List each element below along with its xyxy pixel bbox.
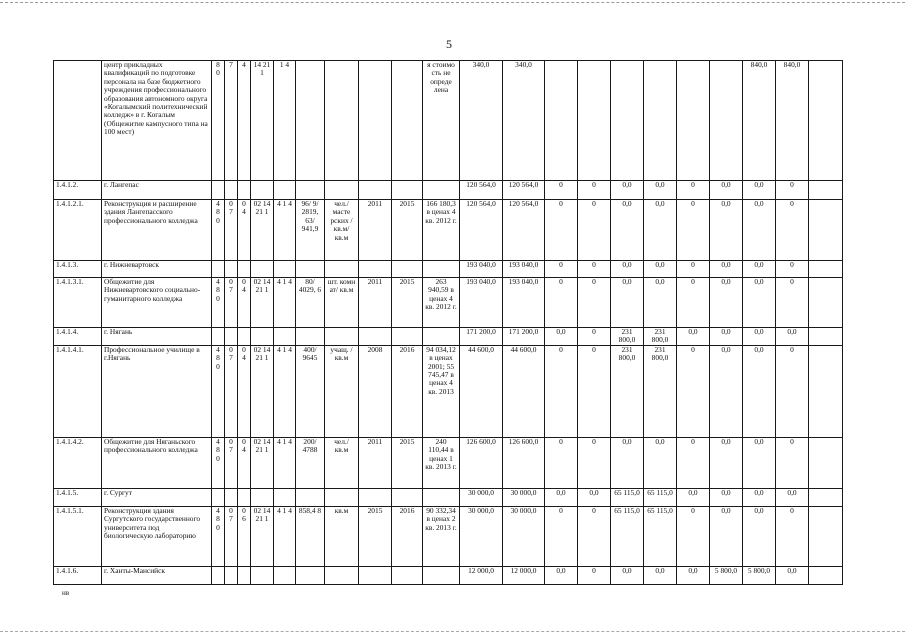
cell-c1: 4 8 0 bbox=[212, 437, 225, 488]
cell-unit bbox=[325, 261, 359, 278]
cell-name: г. Нягань bbox=[102, 328, 212, 346]
cell-c1: 4 8 0 bbox=[212, 345, 225, 437]
cell-v7: 0,0 bbox=[710, 506, 743, 566]
cell-v10 bbox=[809, 261, 843, 278]
cell-c2: 0 7 bbox=[225, 345, 238, 437]
cell-cost bbox=[423, 566, 460, 584]
cell-v10 bbox=[809, 566, 843, 584]
cell-c1: 8 0 bbox=[212, 61, 225, 181]
cell-c3: 4 bbox=[238, 61, 251, 181]
cell-num: 1.4.1.4.1. bbox=[54, 345, 102, 437]
cell-v8: 0,0 bbox=[743, 200, 776, 261]
cell-v10 bbox=[809, 328, 843, 346]
cell-v4: 0,0 bbox=[611, 437, 644, 488]
cell-c5 bbox=[274, 181, 296, 200]
cell-v1: 193 040,0 bbox=[503, 278, 545, 328]
cell-start: 2008 bbox=[359, 345, 392, 437]
table-row bbox=[54, 437, 843, 488]
cell-c4 bbox=[251, 488, 274, 506]
cell-v6: 0 bbox=[677, 437, 710, 488]
cell-name: Общежитие для Няганьского профессионального колледжа bbox=[102, 437, 212, 488]
cell-v5: 65 115,0 bbox=[644, 506, 677, 566]
cell-c3: 0 4 bbox=[238, 345, 251, 437]
cell-unit bbox=[325, 488, 359, 506]
cell-v5: 231 800,0 bbox=[644, 345, 677, 437]
table-row bbox=[54, 181, 843, 200]
cell-v2 bbox=[545, 61, 578, 181]
cell-cost: 94 034,12 в ценах 2001; 55 745,47 в ценах 4 кв. 2013 bbox=[423, 345, 460, 437]
cell-v1: 126 600,0 bbox=[503, 437, 545, 488]
cell-v10 bbox=[809, 437, 843, 488]
cell-v3: 0 bbox=[578, 506, 611, 566]
cell-name: Реконструкция и расширение здания Лангепасского профессионального колледжа bbox=[102, 200, 212, 261]
cell-v6: 0 bbox=[677, 345, 710, 437]
cell-unit bbox=[325, 181, 359, 200]
cell-v6 bbox=[677, 61, 710, 181]
cell-v3: 0 bbox=[578, 200, 611, 261]
cell-end: 2015 bbox=[392, 200, 423, 261]
cell-capacity: 858,4 8 bbox=[296, 506, 325, 566]
cell-num: 1.4.1.2.1. bbox=[54, 200, 102, 261]
cell-c1 bbox=[212, 181, 225, 200]
cell-v3: 0 bbox=[578, 181, 611, 200]
cell-c4: 02 14 21 1 bbox=[251, 437, 274, 488]
cell-c3 bbox=[238, 181, 251, 200]
cell-v10 bbox=[809, 200, 843, 261]
cell-v2: 0 bbox=[545, 200, 578, 261]
cell-name: г. Ханты-Мансийск bbox=[102, 566, 212, 584]
cell-c1 bbox=[212, 488, 225, 506]
cell-v2: 0 bbox=[545, 437, 578, 488]
cell-capacity bbox=[296, 566, 325, 584]
cell-c5: 4 1 4 bbox=[274, 437, 296, 488]
cell-total: 120 564,0 bbox=[460, 181, 503, 200]
cell-v3: 0 bbox=[578, 566, 611, 584]
cell-v6: 0 bbox=[677, 506, 710, 566]
cell-v1: 193 040,0 bbox=[503, 261, 545, 278]
cell-num: 1.4.1.2. bbox=[54, 181, 102, 200]
cell-end: 2016 bbox=[392, 345, 423, 437]
cell-v7: 0,0 bbox=[710, 181, 743, 200]
cell-v7: 0,0 bbox=[710, 278, 743, 328]
cell-unit bbox=[325, 61, 359, 181]
table-row bbox=[54, 566, 843, 584]
cell-c2: 0 7 bbox=[225, 200, 238, 261]
cell-num: 1.4.1.5.1. bbox=[54, 506, 102, 566]
cell-v10 bbox=[809, 61, 843, 181]
page-number: 5 bbox=[446, 37, 452, 51]
cell-c3: 0 6 bbox=[238, 506, 251, 566]
cell-v6: 0,0 bbox=[677, 328, 710, 346]
cell-v7 bbox=[710, 61, 743, 181]
cell-v7: 0,0 bbox=[710, 200, 743, 261]
cell-c4: 02 14 21 1 bbox=[251, 200, 274, 261]
cell-v3: 0 bbox=[578, 345, 611, 437]
cell-v2: 0 bbox=[545, 506, 578, 566]
cell-v5: 0,0 bbox=[644, 181, 677, 200]
cell-total: 126 600,0 bbox=[460, 437, 503, 488]
cell-capacity bbox=[296, 488, 325, 506]
cell-v4: 0,0 bbox=[611, 278, 644, 328]
cell-v8: 0,0 bbox=[743, 261, 776, 278]
cell-v2: 0,0 bbox=[545, 488, 578, 506]
cell-v9: 0 bbox=[776, 437, 809, 488]
cell-v10 bbox=[809, 488, 843, 506]
cell-num: 1.4.1.6. bbox=[54, 566, 102, 584]
cell-v10 bbox=[809, 506, 843, 566]
cell-v9: 840,0 bbox=[776, 61, 809, 181]
cell-v6: 0 bbox=[677, 181, 710, 200]
cell-name: г. Сургут bbox=[102, 488, 212, 506]
cell-v5: 0,0 bbox=[644, 566, 677, 584]
cell-c3: 0 4 bbox=[238, 200, 251, 261]
table-row bbox=[54, 328, 843, 346]
budget-table bbox=[53, 60, 843, 585]
cell-v1: 44 600,0 bbox=[503, 345, 545, 437]
cell-v3: 0 bbox=[578, 437, 611, 488]
cell-v8: 0,0 bbox=[743, 278, 776, 328]
cell-cost: я стоимо сть не опреде лена bbox=[423, 61, 460, 181]
cell-cost bbox=[423, 328, 460, 346]
cell-v9: 0 bbox=[776, 345, 809, 437]
cell-name: центр прикладных квалификаций по подготовке персонала на базе бюджетного учреждения профессионального образования автономного округа «Когалымский политехнический колледж» в г. Когалым (Общежитие кампусного типа на 100 мест) bbox=[102, 61, 212, 181]
cell-v6: 0 bbox=[677, 200, 710, 261]
cell-v4: 231 800,0 bbox=[611, 328, 644, 346]
cell-v3: 0 bbox=[578, 328, 611, 346]
cell-v6: 0 bbox=[677, 278, 710, 328]
cell-v1: 12 000,0 bbox=[503, 566, 545, 584]
cell-capacity bbox=[296, 181, 325, 200]
cell-c1 bbox=[212, 261, 225, 278]
cell-total: 44 600,0 bbox=[460, 345, 503, 437]
cell-c2 bbox=[225, 488, 238, 506]
cell-c3 bbox=[238, 261, 251, 278]
cell-end bbox=[392, 566, 423, 584]
table-row bbox=[54, 506, 843, 566]
cell-capacity: 400/ 9645 bbox=[296, 345, 325, 437]
cell-total: 120 564,0 bbox=[460, 200, 503, 261]
cell-v8: 0,0 bbox=[743, 506, 776, 566]
cell-num: 1.4.1.4.2. bbox=[54, 437, 102, 488]
cell-c2 bbox=[225, 566, 238, 584]
cell-v2: 0 bbox=[545, 181, 578, 200]
cell-v9: 0 bbox=[776, 261, 809, 278]
cell-capacity: 96/ 9/ 2819, 63/ 941,9 bbox=[296, 200, 325, 261]
cell-v4: 65 115,0 bbox=[611, 506, 644, 566]
cell-c5: 1 4 bbox=[274, 61, 296, 181]
cell-num: 1.4.1.4. bbox=[54, 328, 102, 346]
cell-c4: 02 14 21 1 bbox=[251, 345, 274, 437]
cell-v1: 171 200,0 bbox=[503, 328, 545, 346]
cell-c4 bbox=[251, 261, 274, 278]
cell-v7: 0,0 bbox=[710, 437, 743, 488]
cell-v6: 0,0 bbox=[677, 488, 710, 506]
cell-v9: 0,0 bbox=[776, 488, 809, 506]
cell-c4 bbox=[251, 566, 274, 584]
cell-end: 2015 bbox=[392, 278, 423, 328]
cell-capacity: 200/ 4788 bbox=[296, 437, 325, 488]
cell-v2: 0 bbox=[545, 261, 578, 278]
cell-unit: чел./ масте рских / кв.м/ кв.м bbox=[325, 200, 359, 261]
cell-c5: 4 1 4 bbox=[274, 278, 296, 328]
cell-total: 30 000,0 bbox=[460, 506, 503, 566]
cell-num: 1.4.1.3.1. bbox=[54, 278, 102, 328]
cell-cost bbox=[423, 488, 460, 506]
cell-c1: 4 8 0 bbox=[212, 200, 225, 261]
cell-c3 bbox=[238, 328, 251, 346]
cell-c4: 14 21 1 bbox=[251, 61, 274, 181]
cell-unit: учащ. / кв.м bbox=[325, 345, 359, 437]
cell-name: Профессиональное училище в г.Нягань bbox=[102, 345, 212, 437]
table-row bbox=[54, 200, 843, 261]
cell-name: Реконструкция здания Сургутского государственного университета под биологическую лабораторию bbox=[102, 506, 212, 566]
cell-c2 bbox=[225, 328, 238, 346]
cell-v9: 0,0 bbox=[776, 328, 809, 346]
cell-unit: чел./ кв.м bbox=[325, 437, 359, 488]
cell-v9: 0 bbox=[776, 181, 809, 200]
cell-name: г. Лангепас bbox=[102, 181, 212, 200]
cell-cost: 263 940,59 в ценах 4 кв. 2012 г. bbox=[423, 278, 460, 328]
scan-edge-bottom bbox=[0, 631, 905, 632]
cell-v4: 65 115,0 bbox=[611, 488, 644, 506]
scan-edge-top bbox=[0, 2, 905, 3]
cell-c2 bbox=[225, 261, 238, 278]
cell-start: 2011 bbox=[359, 437, 392, 488]
cell-v2: 0,0 bbox=[545, 328, 578, 346]
cell-v8: 840,0 bbox=[743, 61, 776, 181]
cell-c2: 0 7 bbox=[225, 506, 238, 566]
cell-start: 2011 bbox=[359, 278, 392, 328]
cell-v8: 5 800,0 bbox=[743, 566, 776, 584]
cell-num: 1.4.1.3. bbox=[54, 261, 102, 278]
cell-c4 bbox=[251, 328, 274, 346]
cell-v7: 5 800,0 bbox=[710, 566, 743, 584]
cell-v1: 30 000,0 bbox=[503, 506, 545, 566]
cell-end: 2015 bbox=[392, 437, 423, 488]
cell-v3: 0 bbox=[578, 278, 611, 328]
cell-cost bbox=[423, 181, 460, 200]
cell-v2: 0,0 bbox=[545, 566, 578, 584]
cell-v10 bbox=[809, 345, 843, 437]
cell-v8: 0,0 bbox=[743, 488, 776, 506]
cell-start bbox=[359, 61, 392, 181]
cell-v5: 0,0 bbox=[644, 200, 677, 261]
table-row bbox=[54, 488, 843, 506]
cell-c5 bbox=[274, 566, 296, 584]
cell-v1: 120 564,0 bbox=[503, 200, 545, 261]
cell-cost: 240 110,44 в ценах 1 кв. 2013 г. bbox=[423, 437, 460, 488]
cell-c2: 7 bbox=[225, 61, 238, 181]
cell-v7: 0,0 bbox=[710, 261, 743, 278]
cell-v8: 0,0 bbox=[743, 328, 776, 346]
cell-v9: 0 bbox=[776, 506, 809, 566]
cell-c3: 0 4 bbox=[238, 278, 251, 328]
cell-c5 bbox=[274, 261, 296, 278]
cell-c5: 4 1 4 bbox=[274, 200, 296, 261]
cell-cost bbox=[423, 261, 460, 278]
cell-v10 bbox=[809, 278, 843, 328]
cell-v10 bbox=[809, 181, 843, 200]
cell-v3: 0 bbox=[578, 261, 611, 278]
cell-c1 bbox=[212, 328, 225, 346]
cell-end bbox=[392, 61, 423, 181]
cell-c4 bbox=[251, 181, 274, 200]
cell-v7: 0,0 bbox=[710, 328, 743, 346]
cell-unit bbox=[325, 328, 359, 346]
cell-total: 12 000,0 bbox=[460, 566, 503, 584]
cell-c3 bbox=[238, 488, 251, 506]
cell-end: 2016 bbox=[392, 506, 423, 566]
cell-c5 bbox=[274, 488, 296, 506]
cell-v7: 0,0 bbox=[710, 345, 743, 437]
cell-capacity: 80/ 4029, 6 bbox=[296, 278, 325, 328]
cell-v6: 0,0 bbox=[677, 566, 710, 584]
table-row bbox=[54, 278, 843, 328]
cell-capacity bbox=[296, 261, 325, 278]
cell-start: 2015 bbox=[359, 506, 392, 566]
cell-start bbox=[359, 566, 392, 584]
cell-end bbox=[392, 328, 423, 346]
cell-capacity bbox=[296, 328, 325, 346]
cell-v1: 120 564,0 bbox=[503, 181, 545, 200]
cell-v5: 0,0 bbox=[644, 278, 677, 328]
cell-v8: 0,0 bbox=[743, 181, 776, 200]
cell-v8: 0,0 bbox=[743, 345, 776, 437]
cell-c5 bbox=[274, 328, 296, 346]
cell-v9: 0 bbox=[776, 278, 809, 328]
cell-v5: 231 800,0 bbox=[644, 328, 677, 346]
cell-cost: 90 332,34 в ценах 2 кв. 2013 г. bbox=[423, 506, 460, 566]
cell-name: г. Нижневартовск bbox=[102, 261, 212, 278]
cell-c1 bbox=[212, 566, 225, 584]
cell-v2: 0 bbox=[545, 345, 578, 437]
cell-start bbox=[359, 261, 392, 278]
cell-v6: 0 bbox=[677, 261, 710, 278]
cell-v3 bbox=[578, 61, 611, 181]
cell-start bbox=[359, 488, 392, 506]
cell-c3: 0 4 bbox=[238, 437, 251, 488]
cell-c1: 4 8 0 bbox=[212, 506, 225, 566]
cell-num: 1.4.1.5. bbox=[54, 488, 102, 506]
cell-start: 2011 bbox=[359, 200, 392, 261]
cell-v5: 0,0 bbox=[644, 261, 677, 278]
cell-total: 193 040,0 bbox=[460, 278, 503, 328]
cell-v1: 340,0 bbox=[503, 61, 545, 181]
cell-total: 193 040,0 bbox=[460, 261, 503, 278]
cell-v5: 65 115,0 bbox=[644, 488, 677, 506]
footer-mark: нв bbox=[62, 589, 70, 597]
cell-v1: 30 000,0 bbox=[503, 488, 545, 506]
cell-c1: 4 8 0 bbox=[212, 278, 225, 328]
table-row bbox=[54, 261, 843, 278]
table-row bbox=[54, 61, 843, 181]
cell-c2: 0 7 bbox=[225, 278, 238, 328]
cell-start bbox=[359, 328, 392, 346]
cell-total: 171 200,0 bbox=[460, 328, 503, 346]
cell-cost: 166 180,3 в ценах 4 кв. 2012 г. bbox=[423, 200, 460, 261]
cell-v4: 0,0 bbox=[611, 200, 644, 261]
cell-v3: 0,0 bbox=[578, 488, 611, 506]
cell-v8: 0,0 bbox=[743, 437, 776, 488]
cell-c5: 4 1 4 bbox=[274, 345, 296, 437]
cell-total: 30 000,0 bbox=[460, 488, 503, 506]
cell-c2: 0 7 bbox=[225, 437, 238, 488]
table-row bbox=[54, 345, 843, 437]
cell-v4: 0,0 bbox=[611, 181, 644, 200]
cell-num bbox=[54, 61, 102, 181]
cell-v4: 0,0 bbox=[611, 566, 644, 584]
cell-v4: 231 800,0 bbox=[611, 345, 644, 437]
cell-v9: 0,0 bbox=[776, 566, 809, 584]
cell-capacity bbox=[296, 61, 325, 181]
cell-v2: 0 bbox=[545, 278, 578, 328]
cell-c5: 4 1 4 bbox=[274, 506, 296, 566]
cell-v7: 0,0 bbox=[710, 488, 743, 506]
cell-name: Общежитие для Нижневартовского социально-гуманитарного колледжа bbox=[102, 278, 212, 328]
cell-c4: 02 14 21 1 bbox=[251, 506, 274, 566]
cell-v5: 0,0 bbox=[644, 437, 677, 488]
cell-unit: кв.м bbox=[325, 506, 359, 566]
cell-v4 bbox=[611, 61, 644, 181]
cell-end bbox=[392, 488, 423, 506]
cell-c3 bbox=[238, 566, 251, 584]
cell-end bbox=[392, 261, 423, 278]
cell-unit bbox=[325, 566, 359, 584]
cell-total: 340,0 bbox=[460, 61, 503, 181]
cell-start bbox=[359, 181, 392, 200]
cell-v9: 0 bbox=[776, 200, 809, 261]
cell-c4: 02 14 21 1 bbox=[251, 278, 274, 328]
cell-c2 bbox=[225, 181, 238, 200]
cell-end bbox=[392, 181, 423, 200]
cell-unit: шт. комн ат/ кв.м bbox=[325, 278, 359, 328]
cell-v5 bbox=[644, 61, 677, 181]
cell-v4: 0,0 bbox=[611, 261, 644, 278]
